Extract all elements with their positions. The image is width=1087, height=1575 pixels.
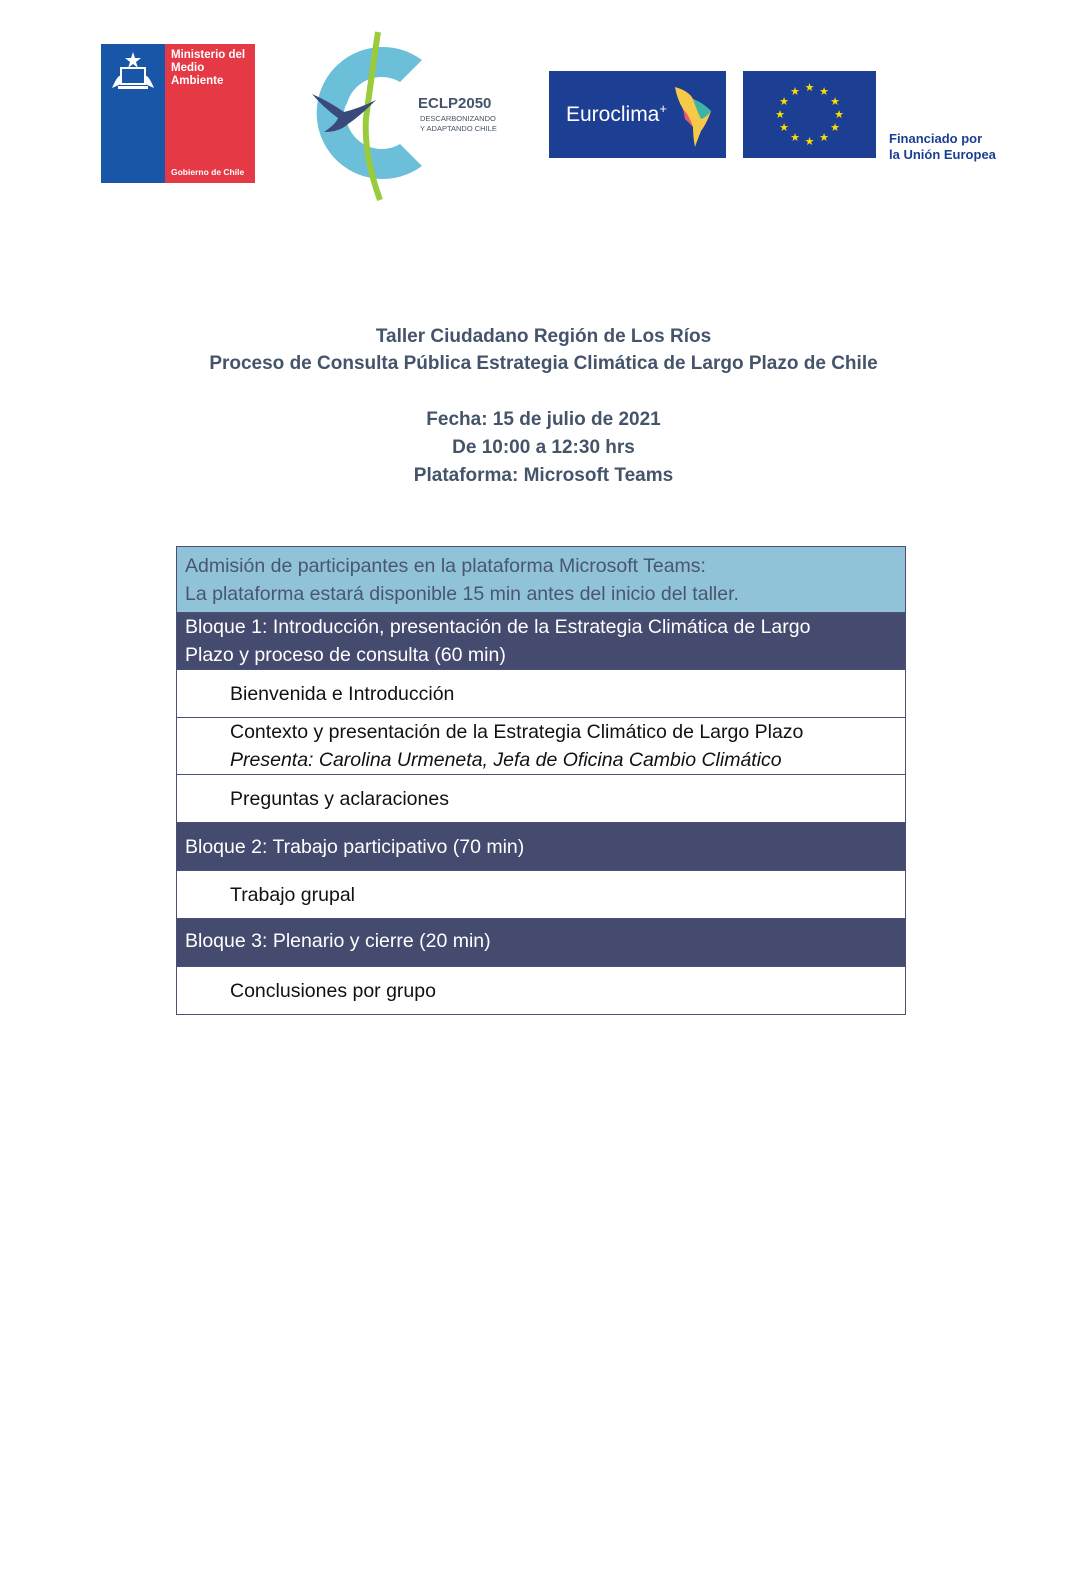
ministerio-name-line: Ministerio del [171, 49, 246, 61]
eclp-title: ECLP2050 [418, 95, 492, 112]
eu-stars-icon [743, 71, 876, 158]
agenda-table [176, 546, 906, 1015]
admission-line: La plataforma estará disponible 15 min antes del inicio del taller. [185, 583, 739, 605]
ministerio-name-line: Medio [171, 62, 205, 74]
agenda-item-text: Contexto y presentación de la Estrategia Climático de Largo Plazo [230, 721, 804, 743]
svg-text:★: ★ [790, 86, 800, 98]
latin-america-map-icon [671, 83, 721, 149]
agenda-item-text: Conclusiones por grupo [230, 980, 436, 1002]
euroclima-wordmark: Euroclima [566, 103, 660, 126]
svg-text:★: ★ [790, 132, 800, 144]
agenda-item [177, 871, 905, 919]
svg-text:★: ★ [804, 136, 815, 148]
agenda-item [177, 775, 905, 823]
svg-text:★: ★ [779, 122, 789, 134]
block-1-title-line: Plazo y proceso de consulta (60 min) [185, 644, 506, 666]
eclp-subtitle-line: DESCARBONIZANDO [420, 114, 496, 123]
svg-text:★: ★ [779, 96, 789, 108]
eu-flag-logo [743, 71, 876, 158]
eclp-subtitle-line: Y ADAPTANDO CHILE [420, 124, 497, 133]
agenda-item-text: Bienvenida e Introducción [230, 683, 455, 705]
euroclima-plus: + [659, 101, 667, 116]
block-2-header [177, 823, 905, 871]
block-3-title: Bloque 3: Plenario y cierre (20 min) [185, 930, 491, 952]
ministerio-logo [101, 44, 255, 183]
euroclima-text [566, 101, 667, 127]
ministerio-name-line: Ambiente [171, 75, 224, 87]
eclp-subtitle [420, 114, 510, 134]
agenda-item-text: Preguntas y aclaraciones [230, 788, 449, 810]
svg-text:★: ★ [834, 109, 844, 121]
eu-funding-line: la Unión Europea [889, 147, 996, 162]
svg-text:★: ★ [819, 132, 829, 144]
event-platform: Plataforma: Microsoft Teams [413, 465, 674, 486]
coat-of-arms-icon [108, 50, 158, 94]
agenda-item [177, 967, 905, 1014]
page-title: Taller Ciudadano Región de Los Ríos [375, 326, 712, 347]
gobierno-de-chile-label: Gobierno de Chile [171, 167, 245, 177]
agenda-item-text: Trabajo grupal [230, 884, 356, 906]
svg-text:★: ★ [830, 96, 840, 108]
event-date: Fecha: 15 de julio de 2021 [426, 409, 661, 430]
agenda-item [177, 718, 905, 775]
block-3-header [177, 919, 905, 967]
block-2-title: Bloque 2: Trabajo participativo (70 min) [185, 836, 525, 858]
admission-line: Admisión de participantes en la plataforma Microsoft Teams: [185, 555, 706, 577]
euroclima-logo [549, 71, 726, 158]
svg-text:★: ★ [775, 109, 785, 121]
eu-funding-text [889, 131, 996, 163]
svg-text:★: ★ [804, 82, 815, 94]
admission-row [177, 547, 905, 613]
ministerio-name [171, 49, 255, 88]
svg-text:★: ★ [819, 86, 829, 98]
agenda-item [177, 670, 905, 718]
agenda-item-presenter: Presenta: Carolina Urmeneta, Jefa de Oficina Cambio Climático [230, 749, 782, 771]
eu-funding-line: Financiado por [889, 131, 983, 146]
block-1-header [177, 613, 905, 670]
svg-text:★: ★ [830, 122, 840, 134]
eclp2050-logo [300, 28, 500, 202]
block-1-title-line: Bloque 1: Introducción, presentación de la Estrategia Climática de Largo [185, 616, 811, 638]
page-subtitle: Proceso de Consulta Pública Estrategia Climática de Largo Plazo de Chile [209, 353, 878, 374]
event-time: De 10:00 a 12:30 hrs [452, 437, 635, 458]
